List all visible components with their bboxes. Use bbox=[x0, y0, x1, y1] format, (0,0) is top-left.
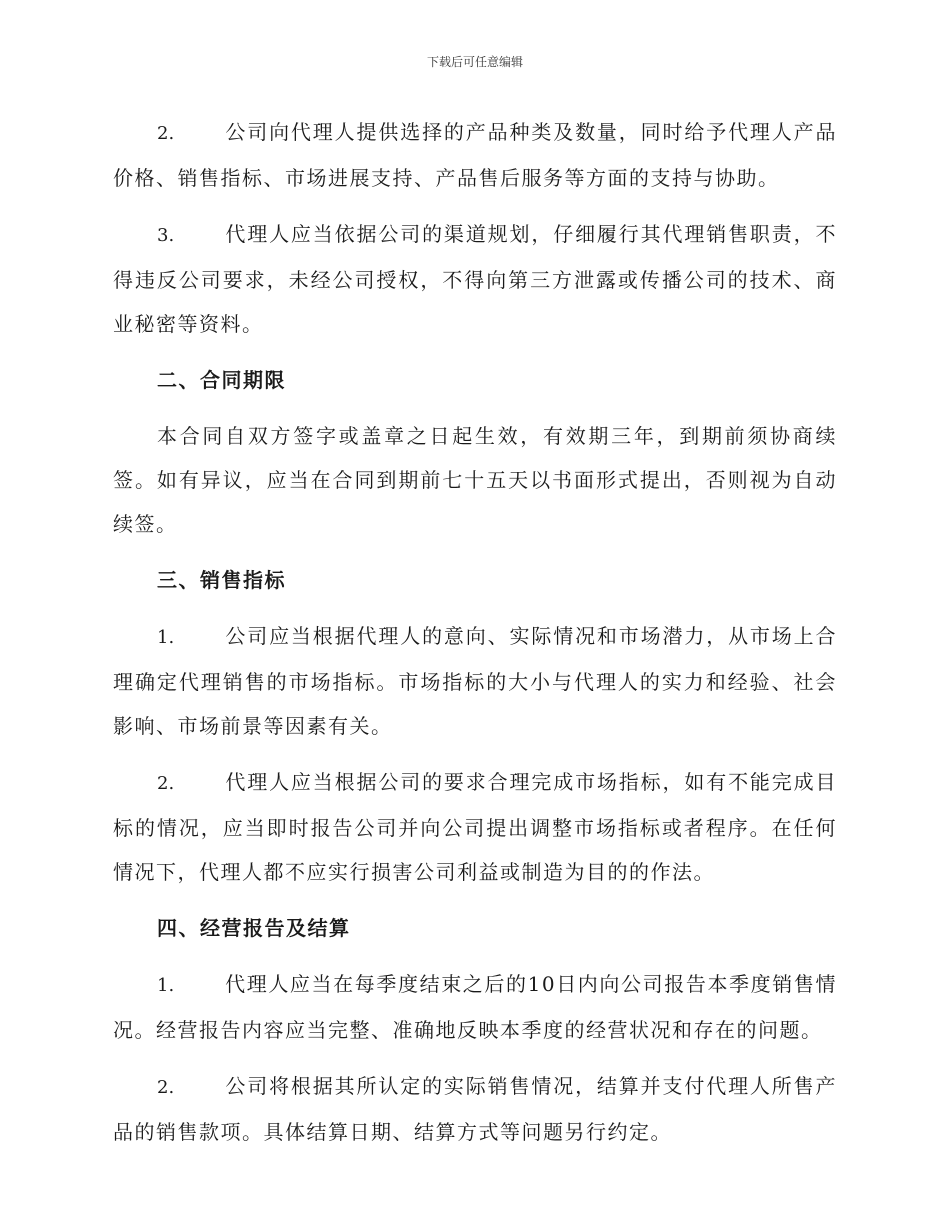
clause-paragraph bbox=[113, 962, 837, 1052]
clause-text: 代理人应当在每季度结束之后的10日内向公司报告本季度销售情况。经营报告内容应当完整、准确地反映本季度的经营状况和存在的问题。 bbox=[113, 972, 837, 1042]
clause-number: 3. bbox=[157, 225, 175, 246]
document-body bbox=[113, 110, 837, 1166]
clause-number: 1. bbox=[157, 627, 175, 648]
clause-text: 公司应当根据代理人的意向、实际情况和市场潜力，从市场上合理确定代理销售的市场指标。市场指标的大小与代理人的实力和经验、社会影响、市场前景等因素有关。 bbox=[113, 624, 837, 738]
clause-number: 2. bbox=[157, 123, 175, 144]
clause-text: 公司向代理人提供选择的产品种类及数量，同时给予代理人产品价格、销售指标、市场进展支持、产品售后服务等方面的支持与协助。 bbox=[113, 120, 837, 190]
clause-number: 1. bbox=[157, 975, 175, 996]
clause-paragraph bbox=[113, 212, 837, 346]
clause-number: 2. bbox=[157, 773, 175, 794]
clause-text: 公司将根据其所认定的实际销售情况，结算并支付代理人所售产品的销售款项。具体结算日期、结算方式等问题另行约定。 bbox=[113, 1074, 837, 1144]
clause-text: 代理人应当依据公司的渠道规划，仔细履行其代理销售职责，不得违反公司要求，未经公司授权，不得向第三方泄露或传播公司的技术、商业秘密等资料。 bbox=[113, 222, 837, 336]
section-heading: 四、经营报告及结算 bbox=[157, 916, 351, 940]
page-header: 下载后可任意编辑 bbox=[426, 55, 523, 69]
section-heading: 三、销售指标 bbox=[157, 568, 286, 592]
clause-paragraph bbox=[113, 760, 837, 894]
clause-paragraph bbox=[113, 614, 837, 748]
clause-paragraph bbox=[113, 110, 837, 200]
clause-paragraph bbox=[113, 1064, 837, 1154]
section-heading: 二、合同期限 bbox=[157, 368, 286, 392]
clause-number: 2. bbox=[157, 1077, 175, 1098]
body-paragraph: 本合同自双方签字或盖章之日起生效，有效期三年，到期前须协商续签。如有异议，应当在合同到期前七十五天以书面形式提出，否则视为自动续签。 bbox=[113, 424, 837, 536]
clause-text: 代理人应当根据公司的要求合理完成市场指标，如有不能完成目标的情况，应当即时报告公司并向公司提出调整市场指标或者程序。在任何情况下，代理人都不应实行损害公司利益或制造为目的的作法。 bbox=[113, 770, 837, 884]
